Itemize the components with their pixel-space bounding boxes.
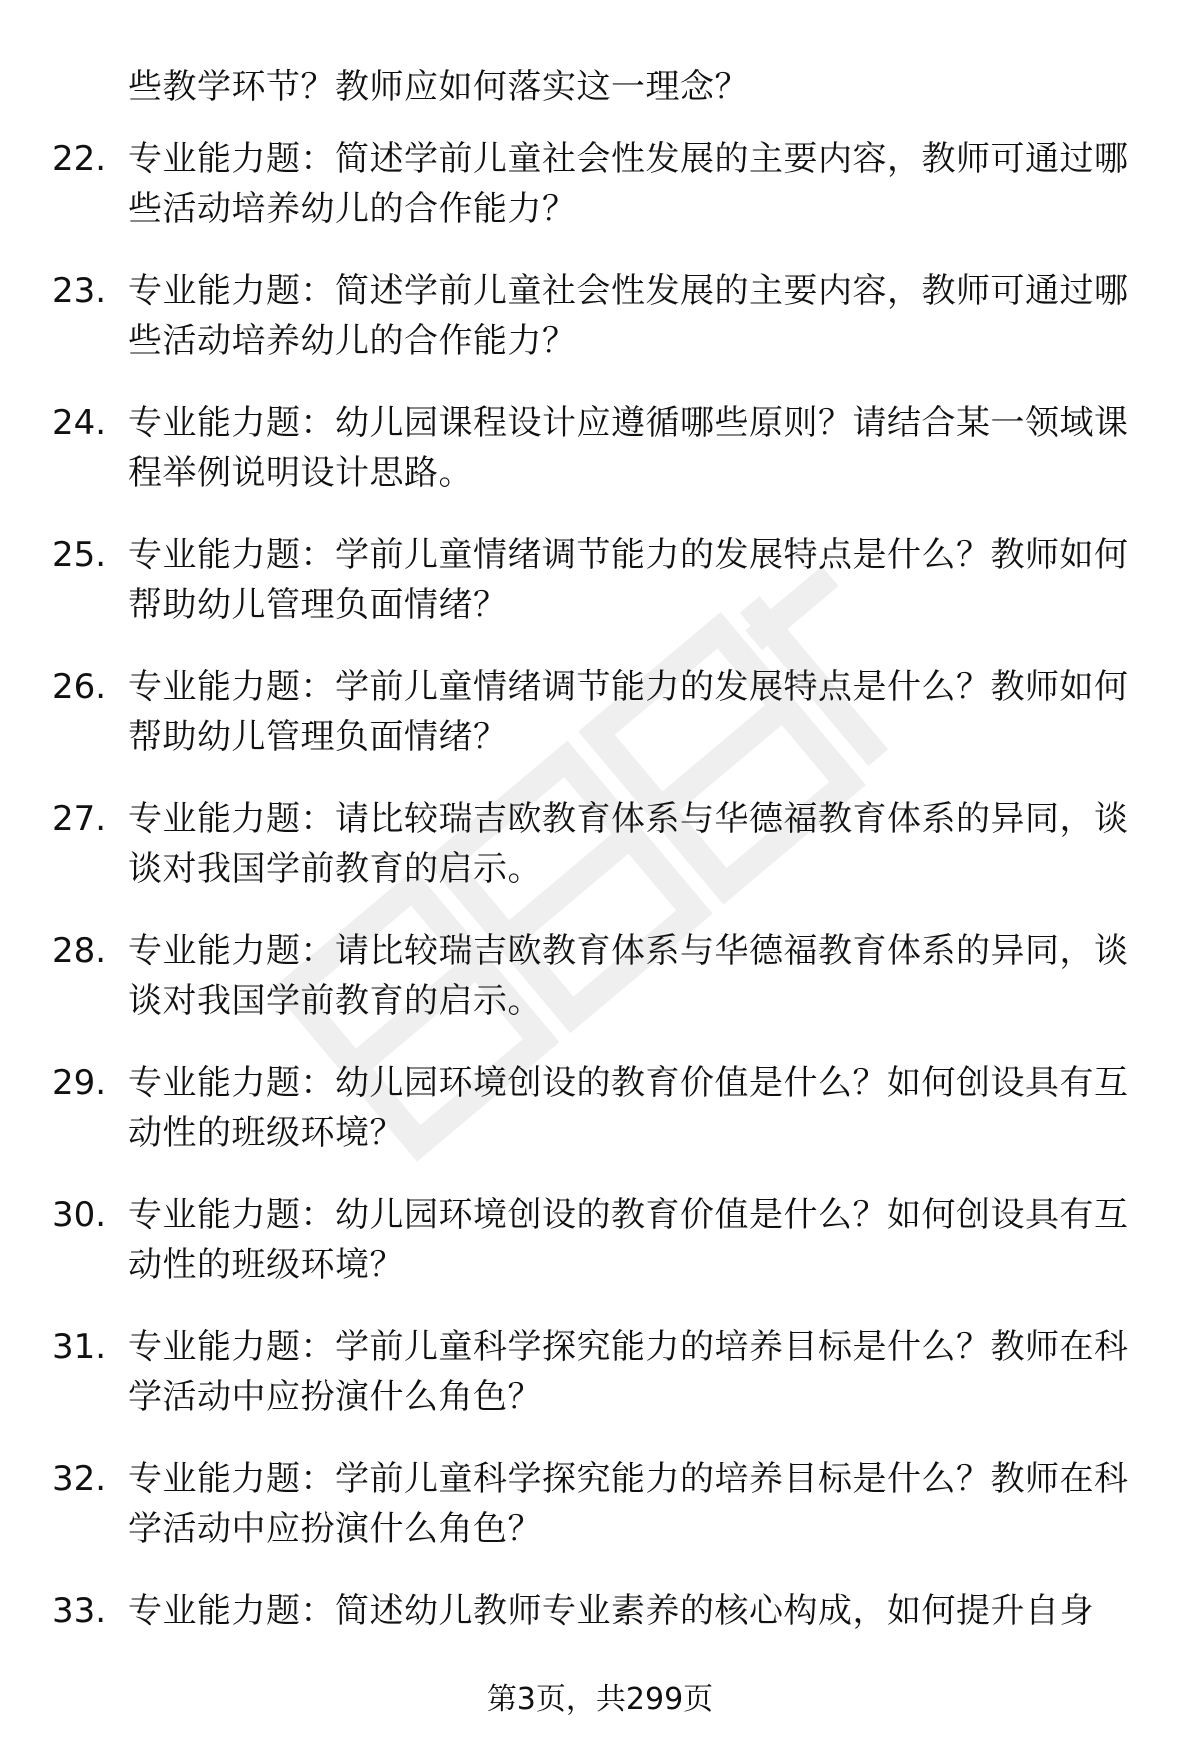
question-text: 专业能力题：学前儿童科学探究能力的培养目标是什么？教师在科学活动中应扮演什么角色？ [128,1327,1129,1417]
question-number: 31. [52,1327,107,1367]
question-text: 专业能力题：学前儿童情绪调节能力的发展特点是什么？教师如何帮助幼儿管理负面情绪？ [128,535,1129,625]
list-item [0,794,1200,926]
list-item [0,1322,1200,1454]
page-footer: 第3页，共299页 [486,1682,714,1717]
question-number: 28. [52,931,107,971]
question-text: 专业能力题：幼儿园课程设计应遵循哪些原则？请结合某一领域课程举例说明设计思路。 [128,403,1129,493]
list-item [0,1190,1200,1322]
question-text: 专业能力题：请比较瑞吉欧教育体系与华德福教育体系的异同，谈谈对我国学前教育的启示。 [128,931,1129,1021]
list-item [0,530,1200,662]
question-number: 33. [52,1591,107,1631]
question-list [0,62,1200,1718]
list-item [0,266,1200,398]
question-text: 专业能力题：请比较瑞吉欧教育体系与华德福教育体系的异同，谈谈对我国学前教育的启示。 [128,799,1129,889]
question-number: 22. [52,139,107,179]
list-item [0,662,1200,794]
question-text-continuation: 些教学环节？教师应如何落实这一理念？ [128,67,749,107]
list-item [0,926,1200,1058]
question-text: 专业能力题：学前儿童科学探究能力的培养目标是什么？教师在科学活动中应扮演什么角色？ [128,1459,1129,1549]
question-number: 27. [52,799,107,839]
question-number: 30. [52,1195,107,1235]
question-text: 专业能力题：简述幼儿教师专业素养的核心构成，如何提升自身 [128,1591,1094,1631]
question-number: 23. [52,271,107,311]
list-item [0,1454,1200,1586]
question-text: 专业能力题：学前儿童情绪调节能力的发展特点是什么？教师如何帮助幼儿管理负面情绪？ [128,667,1129,757]
question-text: 专业能力题：简述学前儿童社会性发展的主要内容，教师可通过哪些活动培养幼儿的合作能力？ [128,271,1129,361]
question-number: 25. [52,535,107,575]
question-text: 专业能力题：幼儿园环境创设的教育价值是什么？如何创设具有互动性的班级环境？ [128,1195,1129,1285]
question-number: 29. [52,1063,107,1103]
list-item [0,62,1200,134]
question-number: 26. [52,667,107,707]
question-number: 24. [52,403,107,443]
question-text: 专业能力题：简述学前儿童社会性发展的主要内容，教师可通过哪些活动培养幼儿的合作能力？ [128,139,1129,229]
list-item [0,398,1200,530]
list-item [0,1058,1200,1190]
question-text: 专业能力题：幼儿园环境创设的教育价值是什么？如何创设具有互动性的班级环境？ [128,1063,1129,1153]
question-number: 32. [52,1459,107,1499]
list-item [0,134,1200,266]
